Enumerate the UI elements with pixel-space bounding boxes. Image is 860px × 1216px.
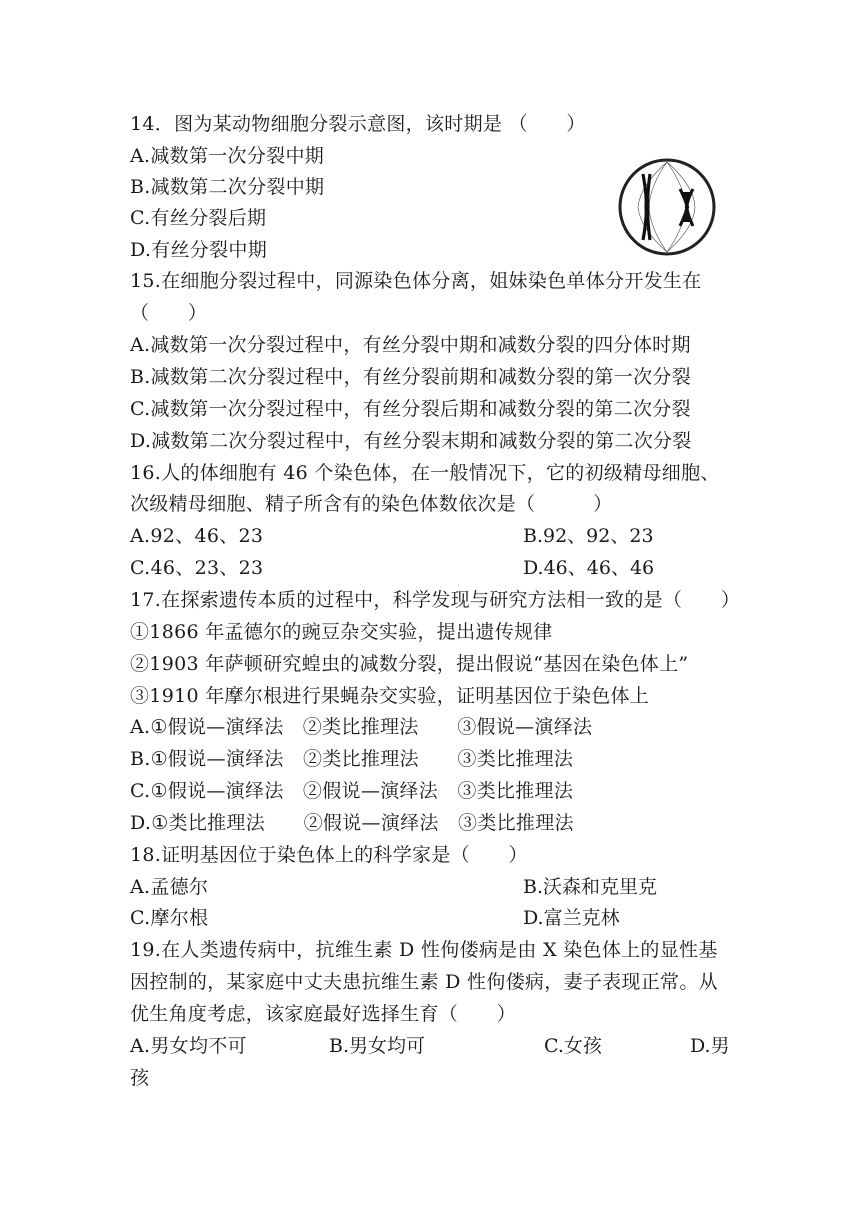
q16-option-a: A.92、46、23 — [130, 525, 264, 547]
q17-option-a: A.①假说—演绎法 ②类比推理法 ③假说—演绎法 — [130, 716, 593, 738]
q18-stem: 18.证明基因位于染色体上的科学家是（ ） — [130, 844, 528, 866]
q15-stem-line1: 15.在细胞分裂过程中，同源染色体分离，姐妹染色单体分开发生在 — [130, 270, 702, 292]
q15-option-c: C.减数第一次分裂过程中，有丝分裂后期和减数分裂的第二次分裂 — [130, 398, 691, 420]
q14-stem: 14．图为某动物细胞分裂示意图，该时期是 （ ） — [130, 113, 586, 135]
q19-option-d-wrap: 孩 — [130, 1067, 150, 1089]
q17-option-d: D.①类比推理法 ②假说—演绎法 ③类比推理法 — [130, 812, 574, 834]
cell-membrane — [620, 160, 714, 254]
q19-stem-line3: 优生角度考虑，该家庭最好选择生育（ ） — [130, 1003, 517, 1025]
q19-stem-line2: 因控制的，某家庭中丈夫患抗维生素 D 性佝偻病，妻子表现正常。从 — [130, 971, 718, 993]
q14-option-c: C.有丝分裂后期 — [130, 207, 267, 229]
q19-option-a: A.男女均不可 — [130, 1035, 247, 1057]
q16-option-d: D.46、46、46 — [523, 557, 655, 579]
q18-option-c: C.摩尔根 — [130, 907, 209, 929]
q14-option-b: B.减数第二次分裂中期 — [130, 176, 325, 198]
q16-stem-line2: 次级精母细胞、精子所含有的染色体数依次是（ ） — [130, 493, 613, 515]
q17-option-b: B.①假说—演绎法 ②类比推理法 ③类比推理法 — [130, 748, 574, 770]
q15-option-b: B.减数第二次分裂过程中，有丝分裂前期和减数分裂的第一次分裂 — [130, 366, 692, 388]
q16-stem-line1: 16.人的体细胞有 46 个染色体，在一般情况下，它的初级精母细胞、 — [130, 462, 720, 484]
q16-option-c: C.46、23、23 — [130, 557, 264, 579]
q17-option-c: C.①假说—演绎法 ②假说—演绎法 ③类比推理法 — [130, 780, 574, 802]
q17-fact-1: ①1866 年孟德尔的豌豆杂交实验，提出遗传规律 — [130, 621, 553, 643]
q14-option-a: A.减数第一次分裂中期 — [130, 145, 325, 167]
q19-option-d: D.男 — [690, 1035, 730, 1057]
q18-option-d: D.富兰克林 — [523, 907, 620, 929]
q19-option-b: B.男女均可 — [329, 1035, 426, 1057]
q16-option-b: B.92、92、23 — [523, 525, 654, 547]
q19-stem-line1: 19.在人类遗传病中，抗维生素 D 性佝偻病是由 X 染色体上的显性基 — [130, 939, 718, 961]
q17-fact-2: ②1903 年萨顿研究蝗虫的减数分裂，提出假说“基因在染色体上” — [130, 653, 689, 675]
q18-option-b: B.沃森和克里克 — [523, 876, 658, 898]
q15-stem-line2: （ ） — [130, 302, 208, 324]
q14-option-d: D.有丝分裂中期 — [130, 239, 267, 261]
q18-option-a: A.孟德尔 — [130, 876, 209, 898]
q15-option-d: D.减数第二次分裂过程中，有丝分裂末期和减数分裂的第二次分裂 — [130, 430, 692, 452]
cell-division-figure — [616, 156, 718, 258]
q15-option-a: A.减数第一次分裂过程中，有丝分裂中期和减数分裂的四分体时期 — [130, 334, 691, 356]
q19-option-c: C.女孩 — [544, 1035, 602, 1057]
q17-fact-3: ③1910 年摩尔根进行果蝇杂交实验，证明基因位于染色体上 — [130, 685, 650, 707]
q17-stem: 17.在探索遗传本质的过程中，科学发现与研究方法相一致的是（ ） — [130, 589, 741, 611]
